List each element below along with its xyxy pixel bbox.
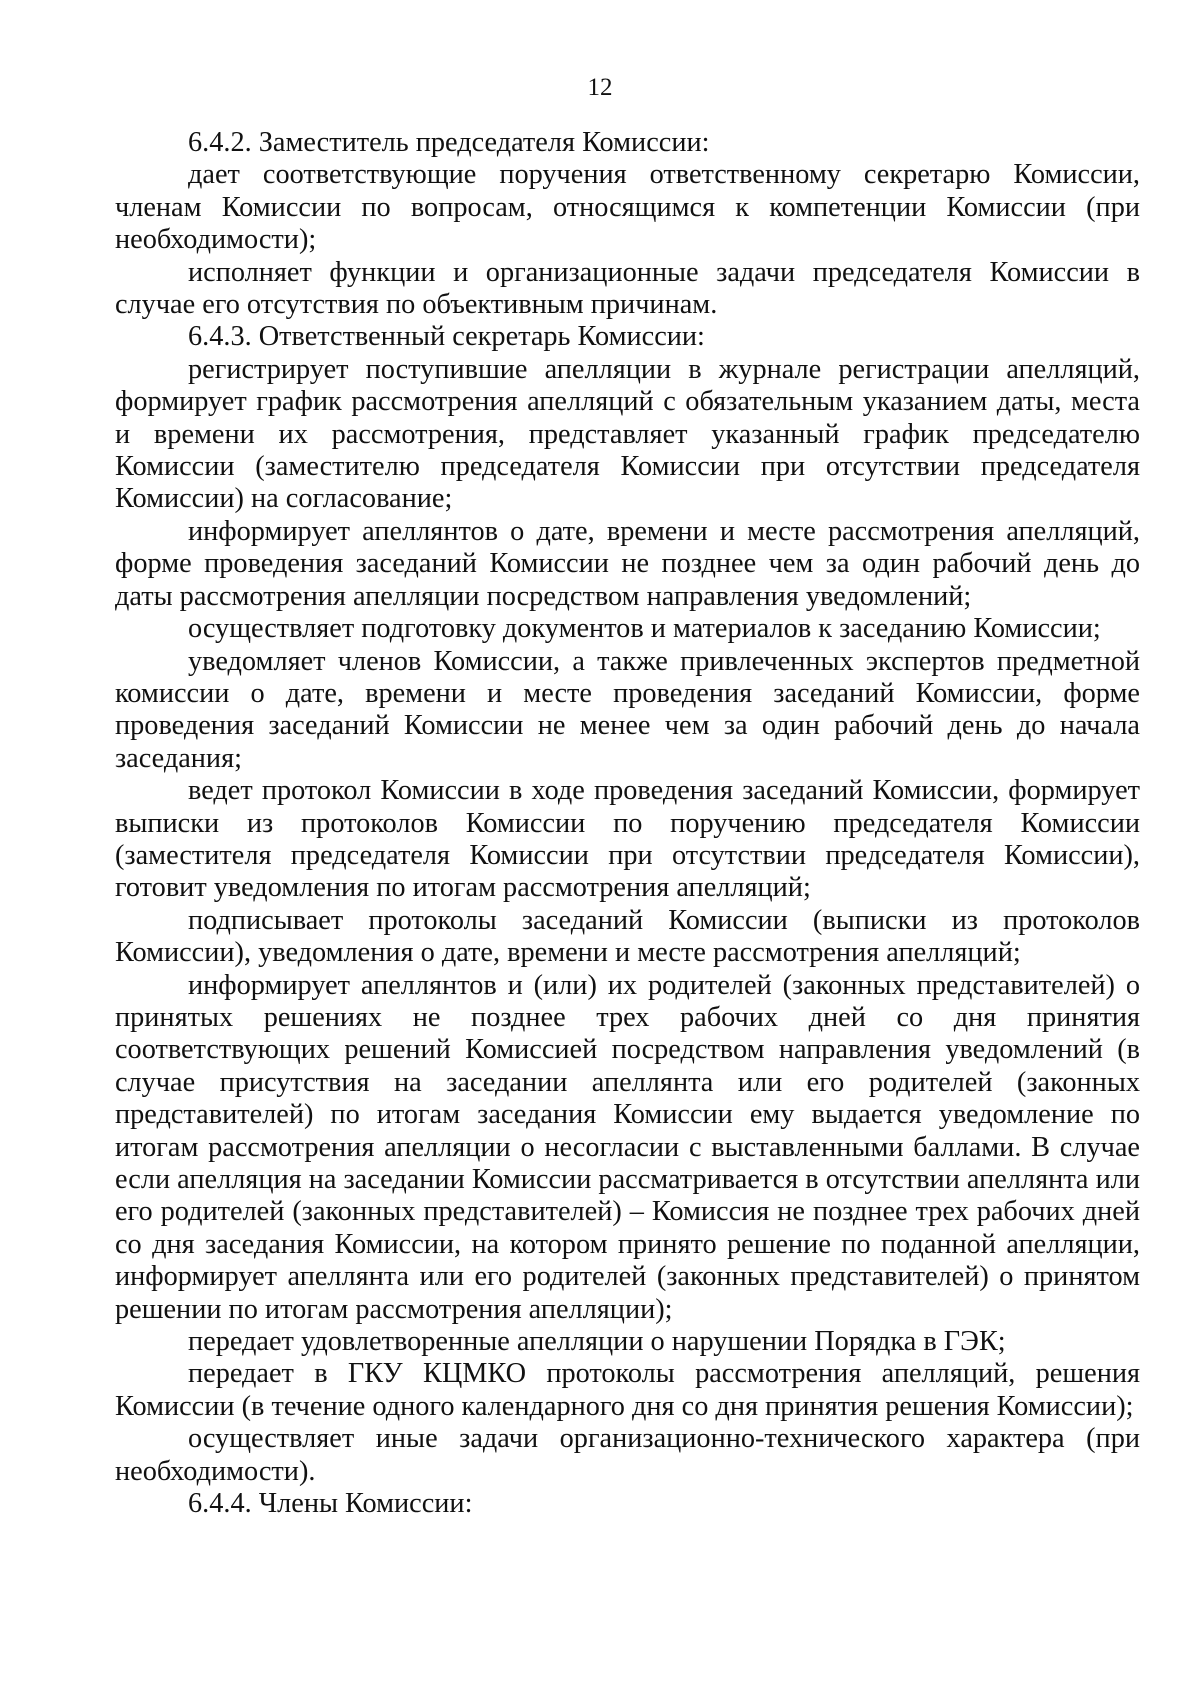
paragraph: дает соответствующие поручения ответственному секретарю Комиссии, членам Комиссии по вопросам, относящимся к компетенции Комиссии (при необходимости); <box>115 159 1140 256</box>
document-body <box>115 127 1140 1520</box>
section-heading-6-4-2: 6.4.2. Заместитель председателя Комиссии: <box>188 127 710 158</box>
section-heading-6-4-3: 6.4.3. Ответственный секретарь Комиссии: <box>188 321 705 353</box>
paragraph: ведет протокол Комиссии в ходе проведения заседаний Комиссии, формирует выписки из протоколов Комиссии по поручению председателя Комиссии (заместителя председателя Комиссии при отсутствии председателя Комиссии), готовит уведомления по итогам рассмотрения апелляций; <box>115 775 1140 904</box>
paragraph: информирует апеллянтов и (или) их родителей (законных представителей) о принятых решениях не позднее трех рабочих дней со дня принятия соответствующих решений Комиссией посредством направления уведомлений (в случае присутствия на заседании апеллянта или его родителей (законных представителей) по итогам заседания Комиссии ему выдается уведомление по итогам рассмотрения апелляции о несогласии с выставленными баллами. В случае если апелляция на заседании Комиссии рассматривается в отсутствии апеллянта или его родителей (законных представителей) – Комиссия не позднее трех рабочих дней со дня заседания Комиссии, на котором принято решение по поданной апелляции, информирует апеллянта или его родителей (законных представителей) о принятом решении по итогам рассмотрения апелляции); <box>115 969 1140 1325</box>
paragraph: осуществляет иные задачи организационно-технического характера (при необходимости). <box>115 1423 1140 1487</box>
paragraph: исполняет функции и организационные задачи председателя Комиссии в случае его отсутствия по объективным причинам. <box>115 256 1140 321</box>
page-number: 12 <box>587 74 613 101</box>
paragraph: передает в ГКУ КЦМКО протоколы рассмотрения апелляций, решения Комиссии (в течение одного календарного дня со дня принятия решения Комиссии); <box>115 1358 1140 1422</box>
paragraph: регистрирует поступившие апелляции в журнале регистрации апелляций, формирует график рассмотрения апелляций с обязательным указанием даты, места и времени их рассмотрения, представляет указанный график председателю Комиссии (заместителю председателя Комиссии при отсутствии председателя Комиссии) на согласование; <box>115 353 1140 515</box>
paragraph: подписывает протоколы заседаний Комиссии (выписки из протоколов Комиссии), уведомления о дате, времени и месте рассмотрения апелляций; <box>115 904 1140 969</box>
section-heading-6-4-4: 6.4.4. Члены Комиссии: <box>188 1488 473 1520</box>
paragraph: информирует апеллянтов о дате, времени и месте рассмотрения апелляций, форме проведения заседаний Комиссии не позднее чем за один рабочий день до даты рассмотрения апелляции посредством направления уведомлений; <box>115 515 1140 612</box>
paragraph: уведомляет членов Комиссии, а также привлеченных экспертов предметной комиссии о дате, времени и месте проведения заседаний Комиссии, форме проведения заседаний Комиссии не менее чем за один рабочий день до начала заседания; <box>115 645 1140 774</box>
paragraph: передает удовлетворенные апелляции о нарушении Порядка в ГЭК; <box>188 1326 1006 1358</box>
paragraph: осуществляет подготовку документов и материалов к заседанию Комиссии; <box>188 613 1101 645</box>
